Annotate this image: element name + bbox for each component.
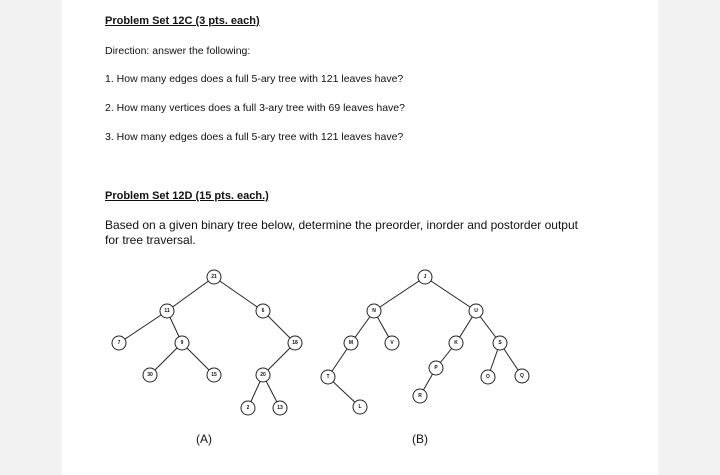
question-3: 3. How many edges does a full 5-ary tree with 121 leaves have? <box>105 131 404 143</box>
tree-b-node-q <box>515 369 529 383</box>
tree-b-node-t <box>321 370 335 384</box>
svg-text:K: K <box>454 340 458 346</box>
svg-text:21: 21 <box>211 274 217 280</box>
svg-text:R: R <box>418 393 422 399</box>
tree-b-node-k <box>449 336 463 350</box>
svg-text:M: M <box>348 340 354 346</box>
tree-a-node-21 <box>207 270 221 284</box>
svg-text:O: O <box>486 374 490 380</box>
question-2: 2. How many vertices does a full 3-ary tree with 69 leaves have? <box>105 102 405 114</box>
tree-b-node-r <box>413 389 427 403</box>
tree-a-node-9 <box>175 336 189 350</box>
instructions-paragraph: Based on a given binary tree below, determine the preorder, inorder and postorder output for tree traversal. <box>105 218 578 247</box>
svg-text:T: T <box>326 374 330 380</box>
svg-text:9: 9 <box>180 340 184 346</box>
svg-text:11: 11 <box>164 308 170 314</box>
tree-a-node-2 <box>241 401 255 415</box>
svg-text:6: 6 <box>261 308 265 314</box>
svg-text:30: 30 <box>147 372 153 378</box>
svg-text:20: 20 <box>260 372 266 378</box>
tree-a-node-7 <box>112 336 126 350</box>
svg-text:2: 2 <box>246 405 250 411</box>
tree-b-node-l <box>353 400 367 414</box>
tree-a-node-13 <box>273 401 287 415</box>
direction-text: Direction: answer the following: <box>105 45 251 57</box>
svg-text:15: 15 <box>211 372 217 378</box>
tree-b-node-p <box>429 361 443 375</box>
tree-a-node-6 <box>256 304 270 318</box>
svg-text:V: V <box>390 340 394 346</box>
svg-text:L: L <box>358 404 362 410</box>
svg-text:N: N <box>372 308 376 314</box>
tree-a-node-18 <box>288 336 302 350</box>
tree-b-node-s <box>493 336 507 350</box>
tree-a-node-20 <box>256 368 270 382</box>
svg-text:18: 18 <box>292 340 298 346</box>
tree-b-node-n <box>367 304 381 318</box>
problem-set-12d-title: Problem Set 12D (15 pts. each.) <box>105 190 269 202</box>
svg-text:13: 13 <box>277 405 283 411</box>
svg-text:P: P <box>434 365 438 371</box>
tree-b-node-v <box>385 336 399 350</box>
tree-a-node-11 <box>160 304 174 318</box>
svg-text:Q: Q <box>520 373 524 379</box>
tree-b-node-j <box>418 270 432 284</box>
problem-set-12c-title: Problem Set 12C (3 pts. each) <box>105 15 260 27</box>
tree-a-caption: (A) <box>196 432 212 446</box>
tree-b-node-u <box>469 304 483 318</box>
svg-text:U: U <box>474 308 478 314</box>
tree-a-node-30 <box>143 368 157 382</box>
svg-text:7: 7 <box>117 340 121 346</box>
tree-b-caption: (B) <box>412 432 428 446</box>
svg-text:S: S <box>498 340 502 346</box>
question-1: 1. How many edges does a full 5-ary tree with 121 leaves have? <box>105 73 404 85</box>
tree-a-edges <box>119 277 295 408</box>
tree-a-node-15 <box>207 368 221 382</box>
tree-b-node-o <box>481 370 495 384</box>
svg-text:J: J <box>423 274 427 280</box>
tree-b-node-m <box>344 336 358 350</box>
